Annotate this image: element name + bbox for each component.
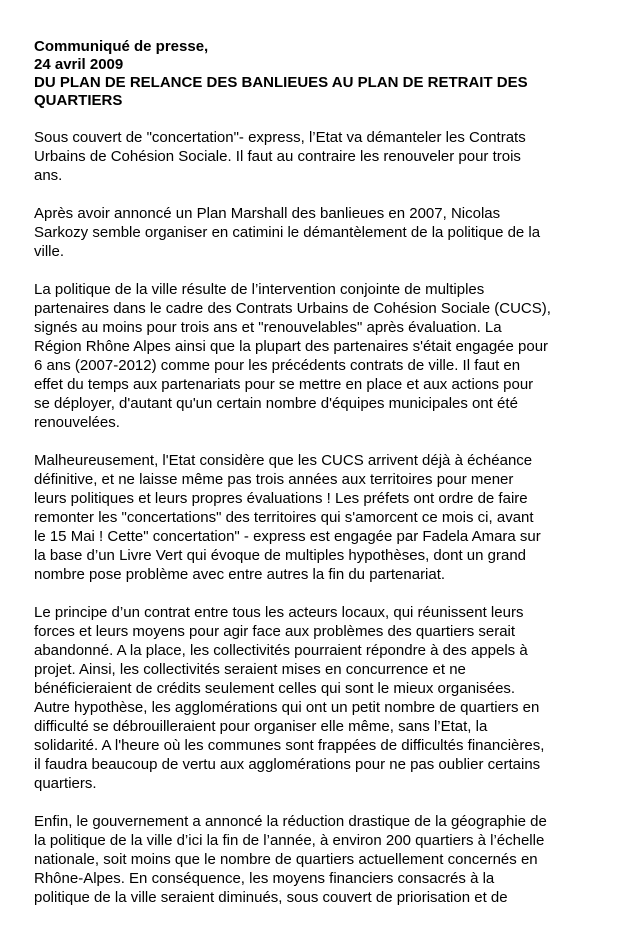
paragraph-line: abandonné. A la place, les collectivités pourraient répondre à des appels à [34,642,528,659]
paragraph-line: difficulté se débrouilleraient pour organiser elle même, sans l’Etat, la [34,718,488,735]
paragraph-line: forces et leurs moyens pour agir face aux problèmes des quartiers serait [34,623,516,640]
paragraph-line: solidarité. A l'heure où les communes sont frappées de difficultés financières, [34,737,545,754]
paragraph-line: définitive, et ne laisse même pas trois années aux territoires pour mener [34,471,514,488]
paragraph-line: le 15 Mai ! Cette" concertation" - express est engagée par Fadela Amara sur [34,528,541,545]
paragraph-line: la base d’un Livre Vert qui évoque de multiples hypothèses, dont un grand [34,547,526,564]
paragraph-line: 6 ans (2007-2012) comme pour les précédents contrats de ville. Il faut en [34,357,521,374]
paragraph-line: Urbains de Cohésion Sociale. Il faut au contraire les renouveler pour trois [34,148,521,165]
paragraph-line: Rhône-Alpes. En conséquence, les moyens financiers consacrés à la [34,870,495,887]
paragraph [34,451,604,584]
paragraph-line: Après avoir annoncé un Plan Marshall des banlieues en 2007, Nicolas [34,205,501,222]
document-title-line-1: DU PLAN DE RELANCE DES BANLIEUES AU PLAN DE RETRAIT DES [34,74,528,91]
paragraph-line: renouvelées. [34,414,120,431]
paragraph [34,280,604,432]
paragraph [34,204,604,261]
paragraph-line: projet. Ainsi, les collectivités seraient mises en concurrence et ne [34,661,466,678]
paragraph-line: ville. [34,243,65,260]
paragraph-line: Sous couvert de "concertation"- express, l’Etat va démanteler les Contrats [34,129,526,146]
paragraph-line: Sarkozy semble organiser en catimini le démantèlement de la politique de la [34,224,541,241]
paragraph-line: nombre pose problème avec entre autres la fin du partenariat. [34,566,446,583]
paragraph-line: ans. [34,167,63,184]
document-body [34,128,604,907]
paragraph-line: la politique de la ville d’ici la fin de l’année, à environ 200 quartiers à l’échelle [34,832,545,849]
paragraph-line: politique de la ville seraient diminués, sous couvert de priorisation et de [34,889,508,906]
paragraph-line: remonter les "concertations" des territoires qui s'amorcent ce mois ci, avant [34,509,534,526]
paragraph-line: partenaires dans le cadre des Contrats Urbains de Cohésion Sociale (CUCS), [34,300,551,317]
header-label: Communiqué de presse, [34,38,209,55]
paragraph-line: quartiers. [34,775,97,792]
paragraph-line: bénéficieraient de crédits seulement celles qui sont le mieux organisées. [34,680,516,697]
paragraph [34,812,604,907]
document-title-line-2: QUARTIERS [34,92,123,109]
paragraph-line: se déployer, d'autant qu'un certain nombre d'équipes municipales ont été [34,395,518,412]
paragraph-line: signés au moins pour trois ans et "renouvelables" après évaluation. La [34,319,502,336]
paragraph-line: Enfin, le gouvernement a annoncé la réduction drastique de la géographie de [34,813,547,830]
paragraph [34,128,604,185]
paragraph-line: nationale, soit moins que le nombre de quartiers actuellement concernés en [34,851,538,868]
paragraph [34,603,604,793]
press-release-header [34,38,604,110]
paragraph-line: Malheureusement, l'Etat considère que les CUCS arrivent déjà à échéance [34,452,533,469]
paragraph-line: Autre hypothèse, les agglomérations qui ont un petit nombre de quartiers en [34,699,540,716]
paragraph-line: il faudra beaucoup de vertu aux agglomérations pour ne pas oublier certains [34,756,541,773]
paragraph-line: effet du temps aux partenariats pour se mettre en place et aux actions pour [34,376,534,393]
document-page [34,38,604,926]
paragraph-line: Région Rhône Alpes ainsi que la plupart des partenaires s'était engagée pour [34,338,549,355]
paragraph-line: La politique de la ville résulte de l’intervention conjointe de multiples [34,281,485,298]
paragraph-line: leurs politiques et leurs propres évaluations ! Les préfets ont ordre de faire [34,490,528,507]
paragraph-line: Le principe d’un contrat entre tous les acteurs locaux, qui réunissent leurs [34,604,524,621]
header-date: 24 avril 2009 [34,56,124,73]
